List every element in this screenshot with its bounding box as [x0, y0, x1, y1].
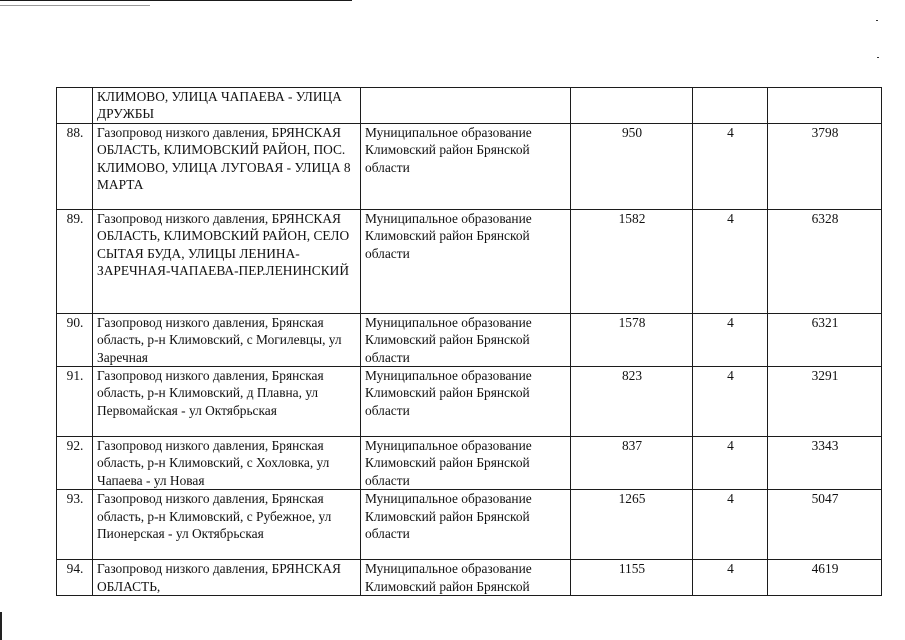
object-name: Газопровод низкого давления, БРЯНСКАЯ ОБЛАСТЬ, КЛИМОВСКИЙ РАЙОН, СЕЛО СЫТАЯ БУДА, УЛИЦЫ ЛЕНИНА-ЗАРЕЧНАЯ-ЧАПАЕВА-ПЕР.ЛЕНИНСКИЙ: [93, 209, 361, 313]
table-row: [57, 313, 882, 366]
row-number: [57, 88, 93, 124]
table-row: [57, 437, 882, 490]
length-value: 1582: [571, 209, 693, 313]
numeric-value: 6321: [768, 313, 882, 366]
scan-edge-line: [0, 0, 352, 1]
table-row: [57, 209, 882, 313]
table-row: [57, 560, 882, 596]
diameter-value: 4: [693, 209, 768, 313]
row-number: 93.: [57, 490, 93, 560]
diameter-value: [693, 88, 768, 124]
row-number: 88.: [57, 123, 93, 209]
numeric-value: 3798: [768, 123, 882, 209]
owner-name: [361, 88, 571, 124]
diameter-value: 4: [693, 313, 768, 366]
length-value: 823: [571, 367, 693, 437]
table-row: [57, 490, 882, 560]
scan-edge-line-faint: [0, 5, 150, 6]
table-row: [57, 123, 882, 209]
owner-name: Муниципальное образование Климовский район Брянской: [361, 560, 571, 596]
object-name: КЛИМОВО, УЛИЦА ЧАПАЕВА - УЛИЦА ДРУЖБЫ: [93, 88, 361, 124]
diameter-value: 4: [693, 490, 768, 560]
object-name: Газопровод низкого давления, Брянская область, р-н Климовский, с Могилевцы, ул Заречная: [93, 313, 361, 366]
object-name: Газопровод низкого давления, Брянская область, р-н Климовский, с Рубежное, ул Пионерская - ул Октябрьская: [93, 490, 361, 560]
row-number: 90.: [57, 313, 93, 366]
length-value: 1265: [571, 490, 693, 560]
gas-pipeline-registry-table: [56, 87, 882, 596]
object-name: Газопровод низкого давления, Брянская область, р-н Климовский, д Плавна, ул Первомайская - ул Октябрьская: [93, 367, 361, 437]
length-value: 950: [571, 123, 693, 209]
numeric-value: [768, 88, 882, 124]
object-name: Газопровод низкого давления, БРЯНСКАЯ ОБЛАСТЬ, КЛИМОВСКИЙ РАЙОН, ПОС. КЛИМОВО, УЛИЦА ЛУГОВАЯ - УЛИЦА 8 МАРТА: [93, 123, 361, 209]
numeric-value: 6328: [768, 209, 882, 313]
numeric-value: 3343: [768, 437, 882, 490]
scan-edge-mark: [0, 612, 2, 640]
length-value: 1155: [571, 560, 693, 596]
row-number: 91.: [57, 367, 93, 437]
owner-name: Муниципальное образование Климовский район Брянской области: [361, 490, 571, 560]
scan-speck: [876, 20, 878, 21]
owner-name: Муниципальное образование Климовский район Брянской области: [361, 437, 571, 490]
diameter-value: 4: [693, 437, 768, 490]
owner-name: Муниципальное образование Климовский район Брянской области: [361, 209, 571, 313]
length-value: 1578: [571, 313, 693, 366]
object-name: Газопровод низкого давления, Брянская область, р-н Климовский, с Хохловка, ул Чапаева - ул Новая: [93, 437, 361, 490]
row-number: 92.: [57, 437, 93, 490]
diameter-value: 4: [693, 560, 768, 596]
length-value: 837: [571, 437, 693, 490]
diameter-value: 4: [693, 123, 768, 209]
owner-name: Муниципальное образование Климовский район Брянской области: [361, 367, 571, 437]
numeric-value: 3291: [768, 367, 882, 437]
numeric-value: 4619: [768, 560, 882, 596]
row-number: 89.: [57, 209, 93, 313]
owner-name: Муниципальное образование Климовский район Брянской области: [361, 123, 571, 209]
length-value: [571, 88, 693, 124]
numeric-value: 5047: [768, 490, 882, 560]
object-name: Газопровод низкого давления, БРЯНСКАЯ ОБЛАСТЬ,: [93, 560, 361, 596]
table-row: [57, 88, 882, 124]
table-row: [57, 367, 882, 437]
owner-name: Муниципальное образование Климовский район Брянской области: [361, 313, 571, 366]
diameter-value: 4: [693, 367, 768, 437]
scan-speck: [877, 57, 879, 58]
row-number: 94.: [57, 560, 93, 596]
